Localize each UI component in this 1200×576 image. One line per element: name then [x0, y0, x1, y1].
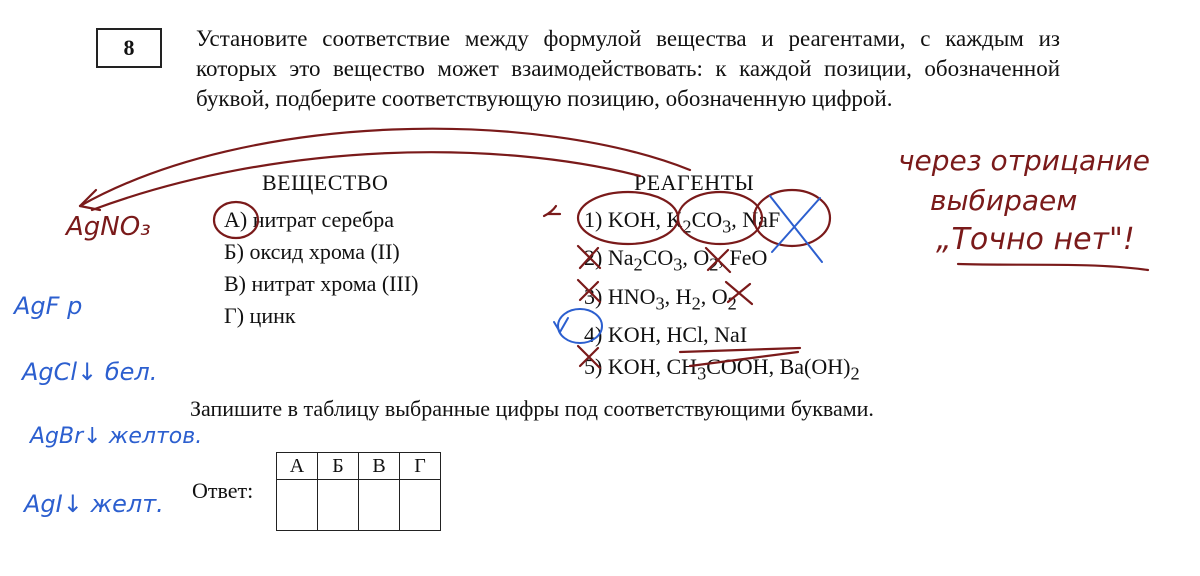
handwritten-note-line3: „Точно нет"! [936, 222, 1135, 257]
check-mark [544, 206, 560, 216]
handwritten-blue-note: AgF р [14, 292, 83, 320]
underline-mark [958, 264, 1148, 270]
reagent-item: 2) $Na_2CO_3$, $O_2$, FeO [584, 245, 768, 275]
handwritten-blue-note: AgI↓ желт. [24, 490, 164, 518]
substance-item: Б) оксид хрома (II) [224, 239, 400, 264]
arrow-head [80, 190, 100, 210]
task-instruction: Установите соответствие между формулой вещества и реагентами, с каждым из которых это вещество может взаимодействовать: к каждой позиции, обозначенной буквой, подберите соответствующую позицию, обозначенную цифрой. [196, 26, 1060, 111]
substance-item: А) нитрат серебра [224, 207, 394, 232]
substance-item: В) нитрат хрома (III) [224, 271, 419, 296]
check-mark [554, 318, 568, 332]
handwritten-blue-note: AgBr↓ желтов. [30, 424, 203, 449]
handwritten-formula: AgNO₃ [66, 212, 151, 242]
reagent-item: 5) KOH, $CH_3COOH$, $Ba(OH)_2$ [584, 354, 860, 384]
substance-item: Г) цинк [224, 303, 296, 328]
answer-col-header: В [359, 453, 400, 480]
answer-table [276, 452, 441, 531]
answer-col-header: Б [318, 453, 359, 480]
answer-col-header: А [277, 453, 318, 480]
handwritten-note-line1: через отрицание [898, 144, 1150, 177]
task-number: 8 [96, 28, 162, 68]
reagent-item: 3) $HNO_3$, $H_2$, $O_2$ [584, 283, 737, 314]
reagents-list [584, 204, 860, 390]
answer-cell[interactable] [359, 480, 400, 531]
answer-col-header: Г [400, 453, 441, 480]
reagents-header: РЕАГЕНТЫ [634, 170, 755, 195]
answer-cell[interactable] [400, 480, 441, 531]
answer-cell[interactable] [318, 480, 359, 531]
reagent-item: 1) KOH, $K_2CO_3$, NaF [584, 207, 781, 237]
handwritten-note-line2: выбираем [930, 184, 1078, 217]
substances-list [224, 204, 419, 332]
answer-cell[interactable] [277, 480, 318, 531]
handwritten-blue-note: AgCl↓ бел. [22, 358, 158, 386]
answer-label: Ответ: [192, 478, 254, 503]
answer-prompt: Запишите в таблицу выбранные цифры под соответствующими буквами. [190, 396, 874, 421]
substances-header: ВЕЩЕСТВО [262, 170, 389, 195]
reagent-item: 4) KOH, HCl, NaI [584, 322, 748, 348]
